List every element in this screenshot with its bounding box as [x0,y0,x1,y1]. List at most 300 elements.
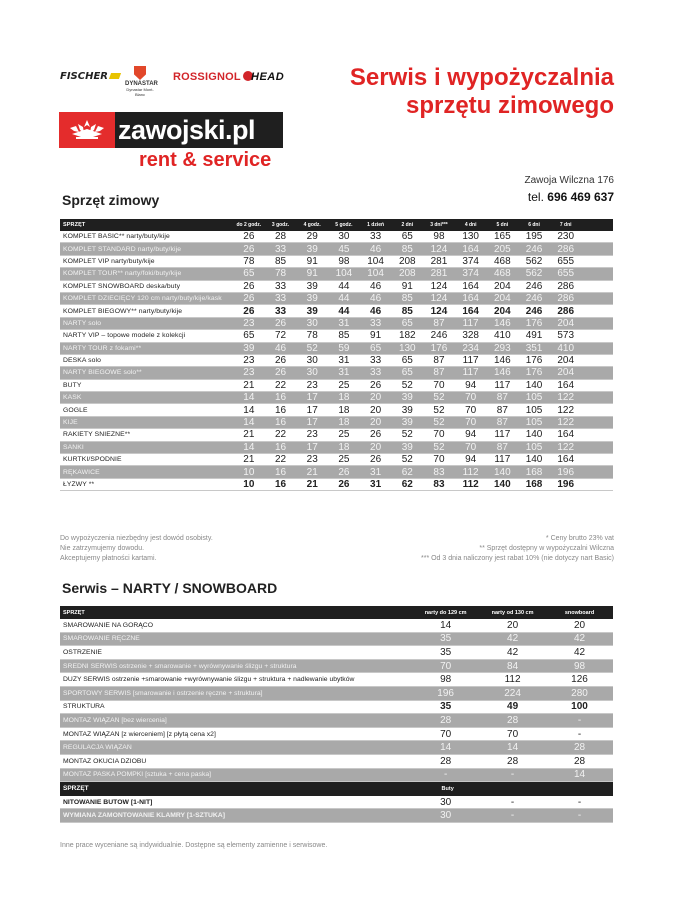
page-title-line1: Serwis i wypożyczalnia [349,64,614,91]
boots-sub-header [60,782,613,796]
price-cell: 126 [571,674,588,686]
rental-item-name: RAKIETY ŚNIEŻNE** [63,431,131,439]
price-cell: 182 [398,330,416,342]
price-cell: 91 [306,268,318,280]
price-cell: 168 [525,479,543,490]
price-cell: 112 [462,466,479,478]
price-cell: 124 [430,280,448,292]
note-line: Nie zatrzymujemy dowodu. [60,545,145,552]
price-cell: 22 [274,379,287,391]
price-cell: - [510,769,515,781]
price-cell: - [577,796,582,808]
rossignol-wordmark: ROSSIGNOL [173,71,241,83]
price-cell: - [510,810,515,822]
price-cell: 281 [430,268,448,280]
table-row [60,646,613,660]
price-cell: 16 [274,479,287,490]
dynastar-wordmark: DYNASTAR [125,81,158,87]
price-cell: 196 [437,687,454,699]
price-cell: 122 [557,392,575,404]
boots-sub-header-name: SPRZĘT [63,785,89,793]
table-row [60,728,613,742]
price-cell: 28 [440,714,452,726]
rental-column-header: 7 dni [559,222,572,228]
logo-text: zawojski.pl [118,115,256,145]
price-cell: 105 [525,392,543,404]
rental-item-name: NARTY TOUR z fokami** [63,344,142,352]
service-item-name: MONTAŻ WIĄZAŃ [z wierceniem] [z płytą cena x2] [63,730,216,738]
price-cell: 31 [338,355,350,367]
price-cell: 62 [401,466,413,478]
price-cell: 91 [401,280,413,292]
service-item-name: DUŻY SERWIS ostrzenie +smarowanie +wyrównywanie ślizgu + struktura + nadlewanie ubytków [63,676,355,684]
price-cell: 52 [433,417,445,429]
price-cell: 280 [571,687,588,699]
price-cell: 78 [306,330,318,342]
price-cell: 70 [433,379,445,391]
price-cell: 16 [274,404,287,416]
price-cell: 87 [433,367,445,379]
service-item-name: STRUKTURA [63,703,105,711]
service-item-name: REGULACJA WIĄZAŃ [63,744,132,752]
service-column-header: narty do 129 cm [424,609,467,616]
price-cell: 52 [433,392,445,404]
price-cell: 104 [367,255,384,267]
service-item-name: NITOWANIE BUTÓW [1-NIT] [63,798,153,806]
head-logo: HEAD [251,71,285,83]
table-row [60,417,613,429]
table-row [60,701,613,715]
price-cell: 562 [525,255,543,267]
price-cell: 124 [430,293,448,305]
rental-item-name: BUTY [63,381,82,389]
price-cell: 44 [338,305,350,317]
table-row [60,687,613,701]
price-cell: 176 [525,317,543,329]
price-cell: 14 [440,619,452,631]
price-cell: 246 [525,305,543,317]
price-cell: 91 [370,330,382,342]
price-cell: 468 [494,268,511,280]
price-cell: 26 [274,367,287,379]
price-cell: 25 [338,379,350,391]
table-row [60,293,613,305]
price-cell: - [577,714,582,726]
price-cell: 21 [306,466,318,478]
price-cell: 104 [335,268,353,280]
rental-item-name: ŁYŻWY ** [63,481,95,488]
price-cell: 204 [494,305,511,317]
price-cell: 33 [370,231,382,243]
price-cell: 22 [274,429,287,441]
dynastar-logo [125,66,158,97]
price-cell: 410 [494,330,511,342]
table-row [60,429,613,441]
price-cell: 246 [525,243,543,255]
service-note: Inne prace wyceniane są indywidualnie. Dostępne są elementy zamienne i serwisowe. [60,842,328,849]
price-cell: 26 [243,305,255,317]
price-cell: 117 [462,317,479,329]
price-cell: 30 [306,317,318,329]
dynastar-tagline: Dynastar Mont-Blanc [126,87,154,97]
price-cell: 85 [401,243,413,255]
price-cell: 328 [462,330,479,342]
rental-item-name: DESKA solo [63,357,102,365]
price-cell: 26 [338,466,350,478]
price-cell: 146 [494,355,511,367]
price-cell: 25 [338,429,350,441]
price-cell: 146 [494,367,511,379]
price-cell: 29 [306,231,318,243]
price-cell: 52 [401,429,413,441]
note-line: *** Od 3 dnia naliczony jest rabat 10% (nie dotyczy nart Basic) [421,555,614,562]
price-cell: 26 [243,243,255,255]
table-row [60,404,613,416]
price-cell: 18 [338,417,350,429]
table-row [60,466,613,478]
price-cell: 46 [370,280,382,292]
price-cell: 17 [306,404,318,416]
price-cell: 44 [338,280,350,292]
service-item-name: ŚREDNI SERWIS ostrzenie + smarowanie + wyrównywanie ślizgu + struktura [63,662,297,670]
price-cell: 87 [433,355,445,367]
price-cell: 164 [462,243,479,255]
price-cell: 83 [433,479,445,490]
rental-item-name: KOMPLET VIP narty/buty/kije [63,257,155,265]
price-cell: 28 [274,231,287,243]
price-cell: 112 [504,674,521,686]
service-item-name: WYMIANA ZAMONTOWANIE KLAMRY [1-SZTUKA] [63,812,225,820]
price-cell: 16 [274,392,287,404]
price-cell: 65 [401,317,413,329]
rental-item-name: RĘKAWICE [63,468,100,476]
price-cell: 130 [462,231,479,243]
price-cell: 117 [494,379,511,391]
rental-table-header [60,219,613,231]
rental-section-title: Sprzęt zimowy [62,192,160,208]
price-cell: 84 [507,660,519,672]
price-cell: 26 [243,293,255,305]
price-cell: 44 [338,293,350,305]
price-cell: 117 [462,367,479,379]
service-price-table [60,606,613,823]
price-cell: - [443,769,448,781]
price-cell: 98 [573,660,586,672]
table-row [60,330,613,342]
price-cell: 26 [338,479,350,490]
price-cell: 26 [370,429,382,441]
service-column-header: SPRZĘT [63,609,85,616]
price-cell: 72 [274,330,287,342]
table-row [60,741,613,755]
price-cell: 14 [243,404,255,416]
price-cell: 117 [494,429,511,441]
fischer-logo: FISCHER [60,71,120,82]
price-cell: 122 [557,417,575,429]
boots-sub-header-label: Buty [441,785,454,792]
price-cell: 164 [557,429,575,441]
price-cell: 164 [462,280,479,292]
price-cell: 46 [370,243,382,255]
rental-price-table [60,219,613,491]
price-cell: 87 [433,317,445,329]
price-cell: 14 [440,742,452,754]
price-cell: 30 [306,355,318,367]
price-cell: 42 [573,633,586,645]
price-cell: 33 [370,355,382,367]
note-line: * Ceny brutto 23% vat [545,535,614,542]
price-cell: 286 [557,305,575,317]
price-cell: 286 [557,280,575,292]
price-cell: 39 [306,280,318,292]
note-line: ** Sprzęt dostępny w wypożyczalni Wilczna [479,545,614,552]
price-cell: 98 [440,674,452,686]
rental-item-name: SANKI [63,443,84,451]
price-cell: 52 [433,404,445,416]
table-row [60,231,613,243]
price-cell: 39 [401,404,413,416]
price-cell: 410 [557,342,575,354]
table-row [60,714,613,728]
price-cell: 374 [462,255,479,267]
price-cell: 45 [338,243,350,255]
price-cell: 42 [507,646,519,658]
price-cell: 78 [243,255,255,267]
service-item-name: SMAROWANIE RĘCZNE [63,635,140,643]
address: Zawoja Wilczna 176 [524,175,614,186]
price-cell: 28 [507,755,519,767]
price-cell: 25 [338,454,350,466]
rental-item-name: KOMPLET STANDARD narty/buty/kije [63,245,182,253]
price-cell: 124 [430,243,448,255]
price-cell: 204 [494,293,511,305]
price-cell: 491 [525,330,543,342]
price-cell: 87 [496,417,508,429]
price-cell: 23 [306,454,318,466]
price-cell: 70 [433,429,445,441]
dynastar-shield-icon [134,66,146,80]
price-cell: 87 [496,392,508,404]
price-cell: 140 [494,479,511,490]
table-row [60,281,613,293]
price-cell: 21 [306,479,318,490]
price-cell: 94 [465,429,477,441]
table-row [60,633,613,647]
price-cell: 52 [306,342,318,354]
table-row [60,619,613,633]
price-cell: 39 [306,293,318,305]
price-cell: 85 [274,255,287,267]
price-cell: 374 [462,268,479,280]
price-cell: 655 [557,268,575,280]
price-cell: 33 [274,293,287,305]
price-cell: 140 [494,466,511,478]
price-cell: 65 [401,355,413,367]
price-cell: 83 [433,466,445,478]
price-cell: 176 [525,367,543,379]
price-cell: 573 [557,330,575,342]
service-section-title: Serwis – NARTY / SNOWBOARD [62,580,278,596]
price-cell: 42 [507,633,519,645]
table-row [60,769,613,783]
service-column-header: snowboard [564,609,595,616]
price-cell: 246 [525,293,543,305]
price-cell: 65 [401,367,413,379]
table-row [60,809,613,823]
price-cell: 26 [243,231,255,243]
price-cell: 21 [243,454,255,466]
rental-item-name: KOMPLET SNOWBOARD deska/buty [63,282,181,290]
price-cell: 26 [274,317,287,329]
price-cell: 230 [557,231,575,243]
price-cell: 17 [306,417,318,429]
price-cell: 16 [274,417,287,429]
page-title-line2: sprzętu zimowego [405,92,614,119]
rental-item-name: KIJE [63,419,78,427]
price-cell: 70 [507,728,519,740]
price-cell: 164 [557,379,575,391]
rental-item-name: KOMPLET DZIECIĘCY 120 cm narty/buty/kije/kask [63,295,222,303]
price-cell: 204 [494,280,511,292]
rental-column-header: 5 dni [496,222,509,228]
service-item-name: SPORTOWY SERWIS [smarowanie i ostrzenie ręczne + struktura] [63,689,263,697]
service-item-name: SMAROWANIE NA GORĄCO [63,621,154,629]
price-cell: 59 [338,342,350,354]
rental-column-header: 2 dni [401,222,414,228]
price-cell: 10 [243,466,255,478]
price-cell: 33 [274,243,287,255]
price-cell: 70 [440,728,452,740]
rental-notes-left [60,534,213,564]
price-cell: 165 [494,231,511,243]
price-cell: 20 [370,417,382,429]
table-row [60,380,613,392]
price-cell: 14 [243,417,255,429]
table-row [60,796,613,810]
table-row [60,442,613,454]
price-cell: 164 [557,454,575,466]
phone-number: 696 469 637 [547,190,614,204]
price-cell: 28 [573,755,586,767]
price-cell: 35 [440,646,452,658]
rental-column-header: 4 dni [464,222,477,228]
price-cell: - [577,728,582,740]
price-cell: 20 [370,441,382,453]
rental-notes-right [421,534,614,564]
rental-item-name: KOMPLET TOUR** narty/foki/buty/kije [63,270,182,278]
price-cell: 85 [401,293,413,305]
price-cell: 117 [462,355,479,367]
note-line: Akceptujemy płatności kartami. [60,555,157,562]
rental-item-name: NARTY BIEGOWE solo** [63,369,142,377]
price-cell: 49 [507,701,519,713]
price-cell: 164 [462,305,479,317]
price-cell: 46 [370,293,382,305]
price-cell: 140 [525,454,543,466]
table-row [60,673,613,687]
service-item-name: MONTAŻ PASKA POMPKI [sztuka + cena paska] [63,771,212,779]
service-column-header: narty od 130 cm [491,609,534,616]
price-cell: 204 [557,355,575,367]
price-cell: 14 [573,769,586,781]
price-cell: - [577,810,582,822]
price-cell: 52 [401,379,413,391]
price-cell: 91 [306,255,318,267]
price-cell: 94 [465,454,477,466]
price-cell: 14 [507,742,519,754]
price-cell: 562 [525,268,543,280]
price-cell: 33 [370,367,382,379]
price-cell: 35 [440,633,452,645]
price-cell: 17 [306,392,318,404]
price-cell: 22 [274,454,287,466]
price-cell: 39 [401,392,413,404]
price-cell: - [510,796,515,808]
price-cell: 28 [507,714,519,726]
price-cell: 31 [370,466,382,478]
price-cell: 104 [367,268,384,280]
price-cell: 20 [370,404,382,416]
rental-item-name: KOMPLET BIEGOWY** narty/buty/kije [63,307,183,315]
price-cell: 30 [440,810,452,822]
price-cell: 39 [243,342,255,354]
price-cell: 293 [494,342,511,354]
price-cell: 31 [338,367,350,379]
rental-column-header: 3 dni*** [430,222,448,228]
price-cell: 39 [306,243,318,255]
price-cell: 39 [306,305,318,317]
price-cell: 30 [306,367,318,379]
rental-item-name: KOMPLET BASIC** narty/buty/kije [63,233,170,241]
price-cell: 281 [430,255,448,267]
rental-column-header: 1 dzień [367,222,385,228]
price-cell: 20 [507,619,519,631]
price-cell: 31 [370,479,382,490]
table-row [60,256,613,268]
table-row [60,479,613,491]
price-cell: 140 [525,379,543,391]
price-cell: 10 [243,479,255,490]
table-row [60,755,613,769]
table-row [60,392,613,404]
price-cell: 20 [573,619,586,631]
price-cell: 65 [243,268,255,280]
service-item-name: OSTRZENIE [63,648,102,656]
price-cell: 105 [525,441,543,453]
price-cell: 62 [401,479,413,490]
table-row [60,660,613,674]
price-cell: 234 [462,342,479,354]
price-cell: 196 [557,479,575,490]
price-cell: 65 [370,342,382,354]
price-cell: 204 [557,317,575,329]
rental-item-name: NARTY VIP – topowe modele z kolekcji [63,332,186,340]
price-cell: 65 [243,330,255,342]
service-item-name: MONTAŻ WIĄZAŃ [bez wiercenia] [63,716,167,724]
price-cell: 85 [338,330,350,342]
price-cell: 196 [557,466,575,478]
table-row [60,318,613,330]
price-cell: 42 [573,646,586,658]
price-cell: 16 [274,466,287,478]
rental-item-name: KASK [63,394,82,402]
service-item-name: MONTAŻ OKUCIA DZIOBU [63,757,147,765]
price-cell: 168 [525,466,543,478]
price-cell: 100 [571,701,588,713]
rossignol-logo [173,71,253,83]
table-row [60,367,613,379]
price-cell: 94 [465,379,477,391]
